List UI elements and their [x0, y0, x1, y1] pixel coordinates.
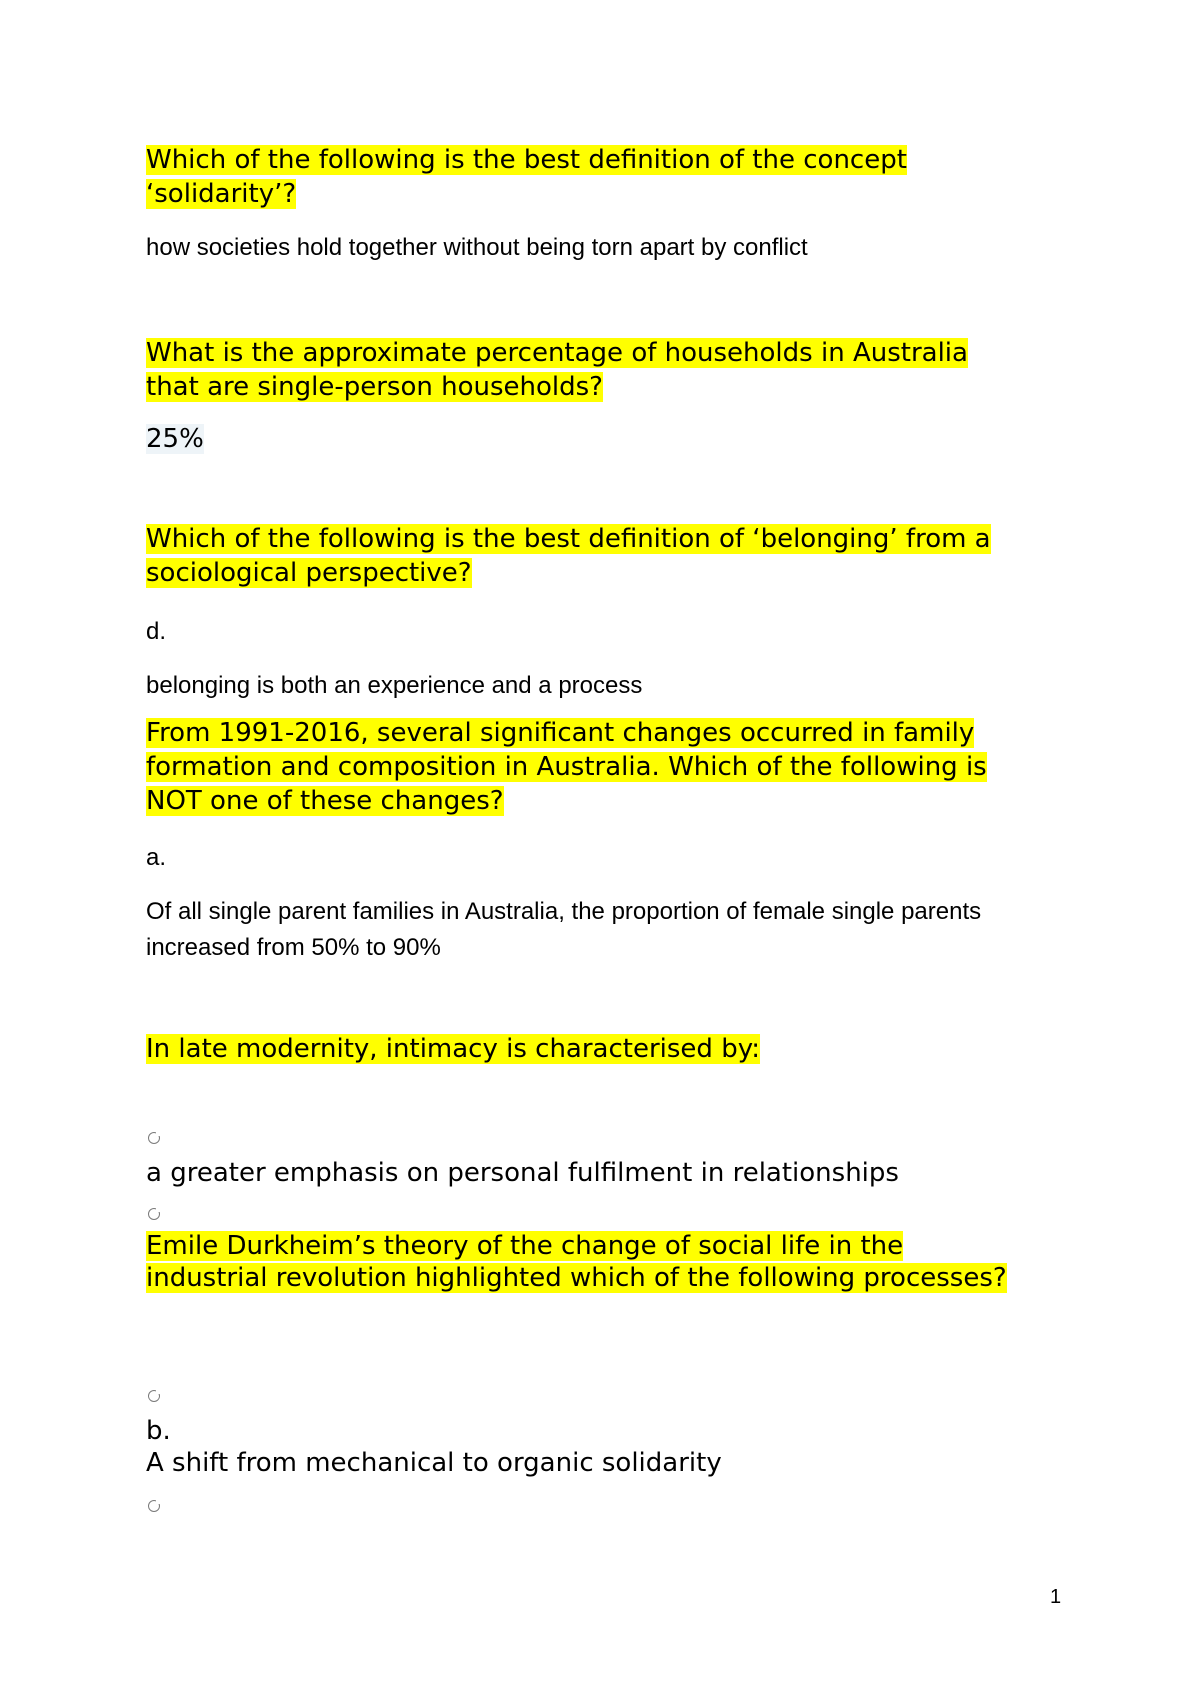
question-1 — [146, 143, 907, 211]
answer-4-option-letter: a. — [146, 844, 167, 871]
answer-1: how societies hold together without being torn apart by conflict — [146, 234, 808, 261]
question-1-line-1: Which of the following is the best definition of the concept — [146, 145, 907, 175]
question-2 — [146, 336, 968, 404]
answer-4-line-1: Of all single parent families in Australia, the proportion of female single parents — [146, 898, 982, 925]
answer-4 — [146, 894, 981, 966]
question-2-line-1: What is the approximate percentage of households in Australia — [146, 338, 968, 368]
page-number: 1 — [1050, 1586, 1062, 1608]
question-4 — [146, 716, 987, 818]
question-5 — [146, 1032, 760, 1066]
question-3-line-2: sociological perspective? — [146, 558, 472, 588]
radio-button-icon[interactable] — [148, 1132, 160, 1144]
answer-6-option-letter: b. — [146, 1416, 171, 1446]
answer-5: a greater emphasis on personal fulfilment in relationships — [146, 1158, 899, 1188]
question-3 — [146, 522, 991, 590]
question-5-line-1: In late modernity, intimacy is characterised by: — [146, 1034, 760, 1064]
question-4-line-2: formation and composition in Australia. Which of the following is — [146, 752, 987, 782]
answer-3-option-letter: d. — [146, 618, 167, 645]
question-2-line-2: that are single-person households? — [146, 372, 603, 402]
radio-button-icon[interactable] — [148, 1500, 160, 1512]
question-1-line-2: ‘solidarity’? — [146, 179, 297, 209]
question-4-line-1: From 1991-2016, several significant changes occurred in family — [146, 718, 975, 748]
answer-4-line-2: increased from 50% to 90% — [146, 934, 441, 961]
question-3-line-1: Which of the following is the best definition of ‘belonging’ from a — [146, 524, 991, 554]
question-4-line-3: NOT one of these changes? — [146, 786, 504, 816]
question-6-line-2: industrial revolution highlighted which of the following processes? — [146, 1263, 1007, 1293]
question-6-line-1: Emile Durkheim’s theory of the change of social life in the — [146, 1231, 904, 1261]
radio-button-icon[interactable] — [148, 1208, 160, 1220]
question-6 — [146, 1230, 1007, 1294]
answer-3: belonging is both an experience and a process — [146, 672, 643, 699]
answer-6: A shift from mechanical to organic solidarity — [146, 1448, 722, 1478]
answer-2-text: 25% — [146, 424, 204, 454]
answer-2 — [146, 422, 204, 456]
radio-button-icon[interactable] — [148, 1390, 160, 1402]
